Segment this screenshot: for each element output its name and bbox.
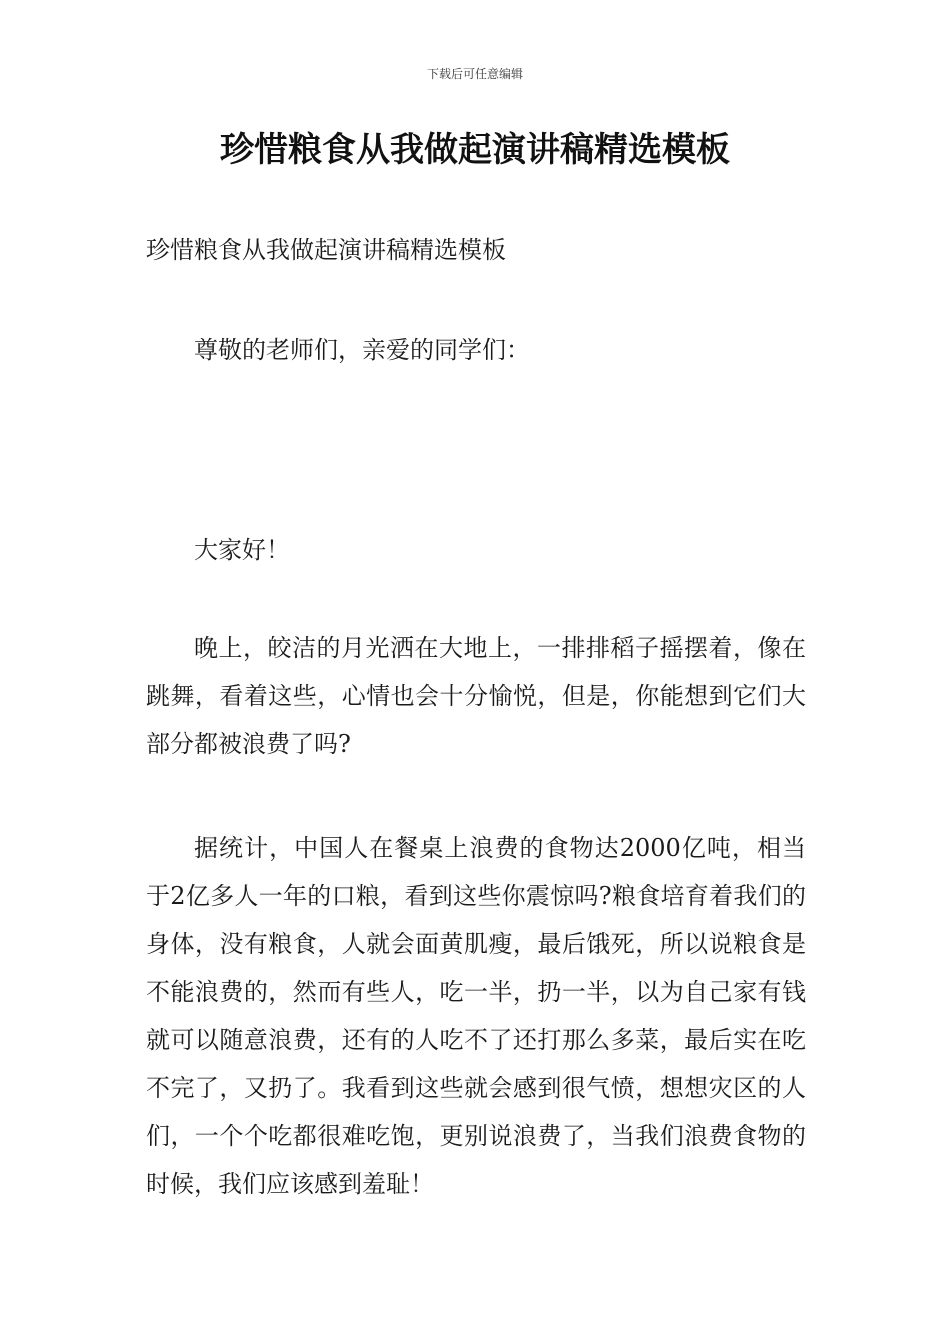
paragraph-statistics: 据统计，中国人在餐桌上浪费的食物达2000亿吨，相当于2亿多人一年的口粮，看到这些你震惊吗?粮食培育着我们的身体，没有粮食，人就会面黄肌瘦，最后饿死，所以说粮食是不能浪费的，然而有些人，吃一半，扔一半，以为自己家有钱就可以随意浪费，还有的人吃不了还打那么多菜，最后实在吃不完了，又扔了。我看到这些就会感到很气愤，想想灾区的人们，一个个吃都很难吃饱，更别说浪费了，当我们浪费食物的时候，我们应该感到羞耻！ <box>146 834 806 1198</box>
paragraph-hello: 大家好！ <box>194 536 290 564</box>
document-subtitle: 珍惜粮食从我做起演讲稿精选模板 <box>146 236 506 264</box>
header-note: 下载后可任意编辑 <box>426 67 523 81</box>
paragraph-greeting: 尊敬的老师们，亲爱的同学们： <box>194 336 530 364</box>
paragraph-night: 晚上，皎洁的月光洒在大地上，一排排稻子摇摆着，像在跳舞，看着这些，心情也会十分愉悦，但是，你能想到它们大部分都被浪费了吗? <box>146 634 806 758</box>
document-title: 珍惜粮食从我做起演讲稿精选模板 <box>220 130 730 170</box>
